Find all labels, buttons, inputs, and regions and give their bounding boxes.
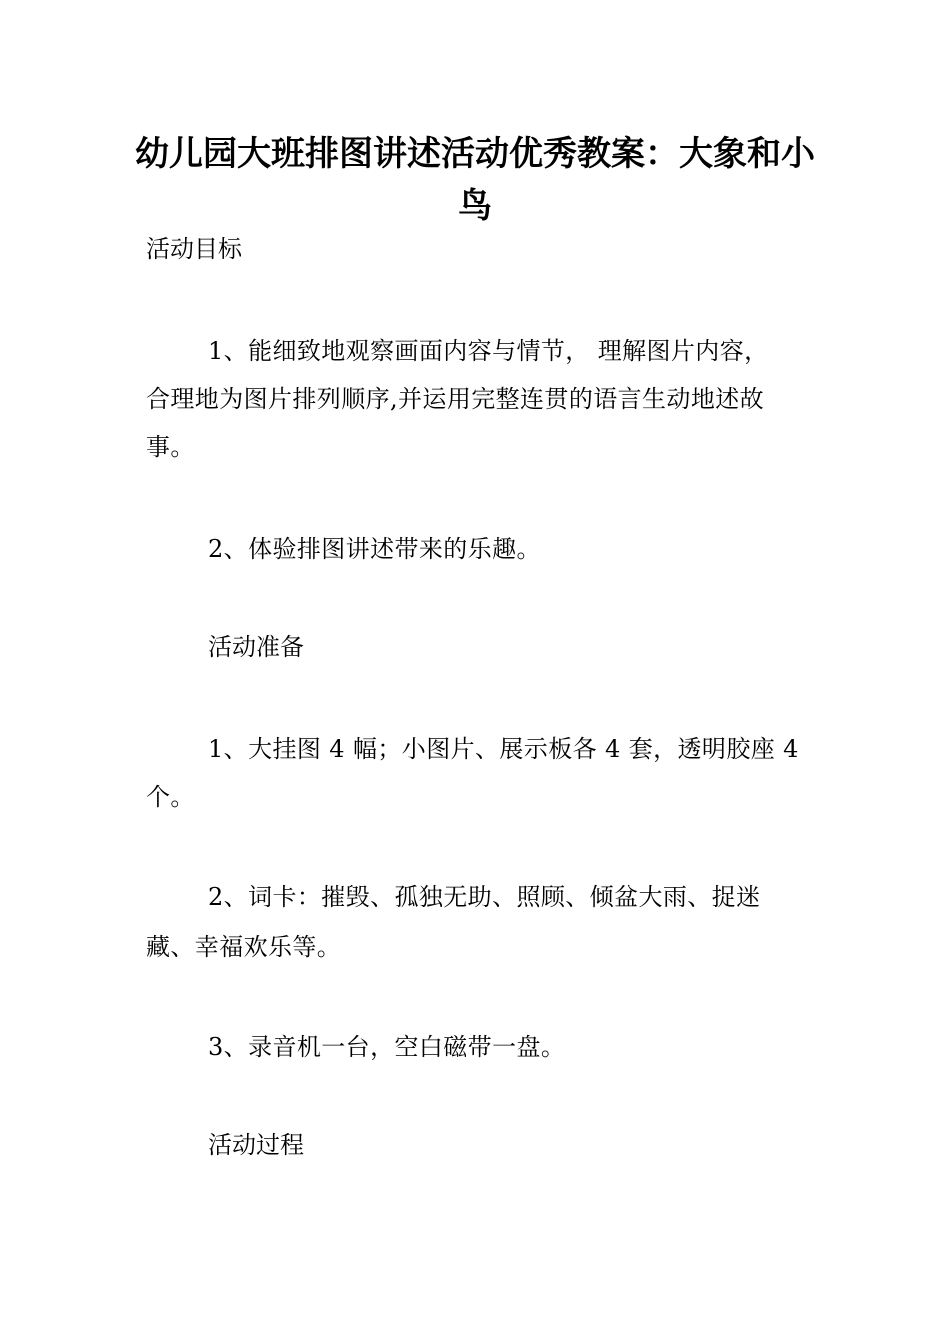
goal-1-line-2: 合理地为图片排列顺序,并运用完整连贯的语言生动地述故	[146, 385, 765, 413]
prep-3-line-1: 3、录音机一台，空白磁带一盘。	[208, 1033, 566, 1061]
goal-1-line-1: 1、能细致地观察画面内容与情节， 理解图片内容，	[208, 337, 769, 365]
goal-1-line-3: 事。	[146, 433, 195, 461]
prep-1-line-2: 个。	[146, 783, 195, 811]
section-heading-process: 活动过程	[208, 1131, 304, 1159]
document-title: 幼儿园大班排图讲述活动优秀教案：大象和小鸟	[135, 134, 815, 226]
goal-2-line-1: 2、体验排图讲述带来的乐趣。	[208, 535, 541, 563]
prep-1-line-1: 1、大挂图 4 幅；小图片、展示板各 4 套，透明胶座 4	[208, 735, 799, 763]
section-heading-preparation: 活动准备	[208, 633, 304, 661]
prep-2-line-2: 藏、幸福欢乐等。	[146, 933, 342, 961]
section-heading-goals: 活动目标	[146, 235, 242, 263]
prep-2-line-1: 2、词卡：摧毁、孤独无助、照顾、倾盆大雨、捉迷	[208, 883, 761, 911]
